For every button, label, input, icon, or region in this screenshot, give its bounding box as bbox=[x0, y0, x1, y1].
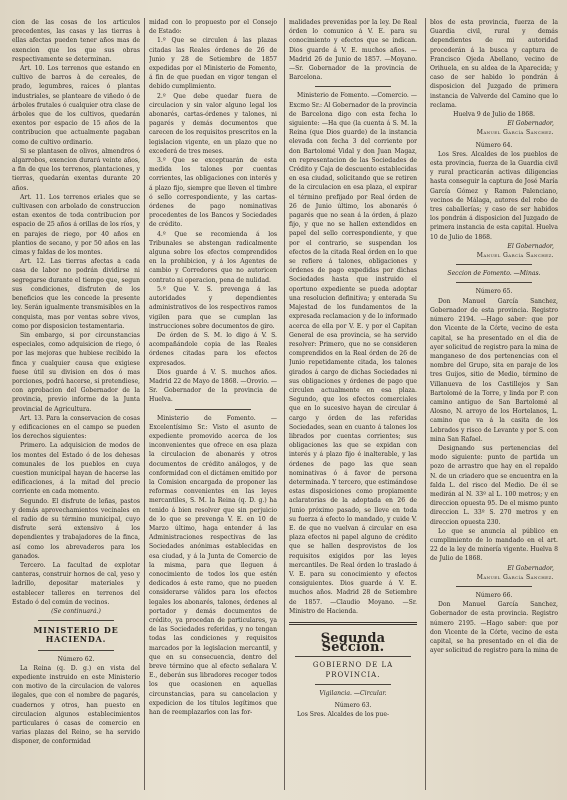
item-number: Número 62. bbox=[57, 655, 95, 663]
paragraph: Los Sres. Alcaldes de los pue- bbox=[297, 711, 390, 719]
divider bbox=[456, 264, 533, 265]
paragraph: Segundo. El disfrute de leñas, pastos y demás aprovechamientos vecinales en el radio de su término municipal, cuyo disfrute será extensivo á los dependientes y trabajadores de la finca, así como los abrevaderos para los ganados. bbox=[12, 497, 140, 560]
paragraph: 4.º Que se recomienda á los Tribunales se abstengan radicalmente alguna sobre los efectos comprendidos en la prohibicion, y á los Agentes de cambio y Corredores que no autoricen contrato ni operacion, pena de nulidad. bbox=[149, 230, 277, 284]
column-4 bbox=[430, 18, 558, 792]
paragraph: Art. 13. Para la conservacion de cosas y edificaciones en el campo se pueden los derechos siguientes: bbox=[12, 414, 140, 441]
government-heading: GOBIERNO DE LA PROVINCIA. bbox=[312, 661, 394, 679]
paragraph: La Reina (q. D. g.) en vista del expediente instruido en este Ministerio con motivo de la circulacion de valores ilegales, que con el nombre de pagarés, cuadernos y otros, han puesto en circulacion algunos establecimientos particulares ó casas de comercio en varias plazas del Reino, se ha servido disponer, de conformidad bbox=[12, 664, 140, 746]
paragraph: De órden de S. M. lo digo á V. S. acompañándole copia de las Reales órdenes citadas para los efectos expresados. bbox=[149, 331, 277, 367]
divider bbox=[456, 586, 533, 587]
ministry-heading: MINISTERIO DE HACIENDA. bbox=[33, 625, 119, 645]
paragraph: Tercero. La facultad de explotar canteras, construir hornos de cal, yeso y ladrillo, depositar materiales y establecer talleres en terrenos del Estado ó del común de vecinos. bbox=[12, 561, 140, 606]
paragraph: Don Manuel García Sanchez, Gobernador de esta provincia. Registro número 2194. —Hago saber: que por don Vicente de la Córte, vecino de esta capital, se ha presentado en el dia de ayer solicitud de registro para la mina de manganeso de dos pertenencias con el nombre del Grupo, sita en paraje de los tres Guijos, sitio de Medio, término de Villanueva de los Castillejos y San Bartolomé de la Torre, y linda por P. con camino antiguo de San Bartolomé al Alosno, N. arroyo de los Hortelanos, L. camino que va á la casita de los Lebrados y risco de Levante y por S. con mina San Rafael. bbox=[430, 297, 558, 443]
divider bbox=[456, 282, 533, 283]
signature-title: El Gobernador, bbox=[507, 242, 554, 250]
column-3 bbox=[289, 18, 417, 792]
column-rule bbox=[425, 18, 426, 790]
divider bbox=[175, 409, 252, 410]
paragraph: Primero. La adquisicion de modos de los montes del Estado ó de los dehesas comunales de los pueblos en cuya cuestion municipal hayan de hacerse las edificaciones, á la mitad del precio corriente en cada momento. bbox=[12, 442, 140, 496]
paragraph: malidades prevenidas por la ley. De Real órden lo comunico á V. E. para su conocimiento y efectos que se indican. Dios guarde á V. E. muchos años. —Madrid 26 de Junio de 1857. —Moyano. —Sr. Gobernador de la provincia de Barcelona. bbox=[289, 19, 417, 82]
signature-title: El Gobernador, bbox=[507, 120, 554, 128]
divider bbox=[38, 620, 115, 621]
dateline: Huelva 9 de Julio de 1868. bbox=[453, 111, 535, 119]
divider bbox=[38, 650, 115, 651]
column-1 bbox=[12, 18, 140, 792]
paragraph: blos de esta provincia, fuerza de la Guardia civil, rural y demás dependientes de mi autoridad procederán á la busca y captura de Francisco Ojeda Abellano, vecino de Orihuela, en su aldea de la Aparecida; y caso de ser habido lo pondrán á disposicion del Juzgado de primera instancia de Valverde del Camino que lo reclama. bbox=[430, 19, 558, 109]
paragraph: Sin embargo, si por circunstancias especiales, como adquisicion de riego, ó por las mejoras que hubiese recibido la finca y cualquier causa que exigiese fuese útil su division en dos ó mas porciones, podrá hacerse, si pretendiese, con aprobacion del Gobernador de la provincia, previo informe de la Junta provincial de Agricultura. bbox=[12, 331, 140, 413]
column-2 bbox=[149, 18, 277, 792]
paragraph: Lo que se anuncia al público en cumplimiento de lo mandado en el art. 22 de la ley de minería vigente. Huelva 8 de Julio de 1868. bbox=[430, 527, 558, 563]
paragraph: Art. 11. Los terrenos eriales que se cultivasen con arbolado de construccion estan exentos de toda contribucion por espacio de 25 años á orillas de los ríos, y en parajes de riego, por 40 años en plantios de secano, y por 50 años en las cimas y faldas de los montes. bbox=[12, 193, 140, 257]
paragraph: 1.º Que se circulen á las plazas citadas las Reales órdenes de 26 de Junio y 28 de Setiembre de 1857 expedidas por el Ministerio de Fomento, á fin de que puedan en vigor tengan el debido cumplimiento. bbox=[149, 37, 277, 91]
signature-name: Manuel García Sanchez. bbox=[476, 573, 554, 581]
paragraph: Don Manuel García Sanchez, Gobernador de esta provincia. Registro número 2195. —Hago saber: que por don Vicente de la Córte, vecino de esta capital, se ha presentado en el dia de ayer solicitud de registro para la mina de bbox=[430, 601, 558, 655]
paragraph: Los Sres. Alcaldes de los pueblos de esta provincia, fuerza de la Guardia civil y rural practicarán activas diligencias hasta conseguir la captura de José María García Gómez y Ramon Palenciano, vecinos de Málaga, autores del robo de tres caballerías; y caso de ser habidos los pondrán á disposicion del Juzgado de primera instancia de esta capital. Huelva 10 de Julio de 1868. bbox=[430, 150, 558, 241]
divider bbox=[295, 656, 410, 657]
item-number: Número 63. bbox=[334, 702, 372, 710]
signature-title: El Gobernador, bbox=[507, 564, 554, 572]
vigilance-label: Vigilancia. —Circular. bbox=[319, 689, 387, 697]
item-number: Número 65. bbox=[475, 288, 513, 296]
divider bbox=[315, 86, 392, 87]
double-rule bbox=[289, 622, 417, 625]
section-label: Seccion de Fomento. —Minas. bbox=[447, 270, 541, 278]
paragraph: Ministerio de Fomento. —Comercio. —Excmo Sr.: Al Gobernador de la provincia de Barcelona digo con esta fecha lo siguiente: —Ha que (la cuenta á S. M. la Reina (que Dios guarde) de la instancia elevada con fecha 3 del corriente por don Bartolomé Vidal y don Juan Magaz, en representacion de las Sociedades de Crédito y Caja de descuento establecidas en esa ciudad, solicitando que se retiren de la circulacion en esa plaza, el expirar el término prefijado por Real órden de 26 de Junio último, los abonarés ó pagarés que no sean á la órden, á plazo fijo, y que no se hallen extendidos en papel del sello correspondiente, y que por el contrario, se suspendan los efectos de la citada Real órden en lo que se refiere á talones, obligaciones y órdenes de pago expedidas por dichas Sociedades hasta que instruido el oportuno expediente se pueda adoptar una resolucion definitiva; y enterada Su Majestad de los fundamentos de la expresada reclamacion y de lo informado acerca de ella por V. E. y por el Capitan General de esa provincia, se ha servido resolver: Primero, que no se consideren comprendidos en la Real órden de 26 de Junio repetidamente citada, los talones girados á cargo de dichas Sociedades ni sus obligaciones y órdenes de pago que circulen actualmente en esa plaza. Segundo, que los efectos comerciales que en lo sucesivo hayan de circular á cargo y órden de las referidas Sociedades, sean en cuanto á talones los librados por cuentas corrientes; sus obligaciones las que se expidan con interés y á plazo fijo é inalterable, y las órdenes de pago las que sean nominativas ó á favor de persona determinada. Y tercero, que estimándose estas disposiciones como propiamente aclaratorias de la adoptada en 26 de Junio próximo pasado, se lleve en toda su fuerza á efecto lo mandado, y cuide V. E. de que no vuelvan á circular en esa plaza efectos ni papel alguno de crédito que se hallen desprovistos de los requisitos exigidos por las leyes mercantiles. De Real órden lo traslado á V. E. para su conocimiento y efectos consiguientes. Dios guarde á V. E. muchos años. Madrid 28 de Setiembre de 1857. —Claudio Moyano. —Sr. Ministro de Hacienda. bbox=[289, 92, 417, 615]
section-heading: Segunda Seccion. bbox=[320, 631, 386, 656]
continuation-note: (Se continuará.) bbox=[51, 608, 101, 615]
paragraph: Si se plantasen de olivos, almendros ó algarrobos, exencion durará veinte años, a fin de que los terrenos, plantaciones, y tierras, quedarán exentas durante 20 años. bbox=[12, 147, 140, 192]
paragraph: cion de las cosas de los articulos precedentes, las casas y las tierras à ellas afectas pueden tener años mas de exencion que los que sus obras respectivamente se determinan. bbox=[12, 19, 140, 63]
paragraph: 3.º Que se exceptuarán de esta medida los talones por cuentas corrientes, las obligaciones con interés y á plazo fijo, siempre que lleven el timbre ó sello correspondiente, y las cartas-órdenes de pago nominativas procedentes de los Bancos y Sociedades de crédito. bbox=[149, 157, 277, 229]
item-number: Número 64. bbox=[475, 141, 513, 149]
paragraph: Art. 10. Los terrenos que estando en cultivo de barros à de cereales, de prado, legumbres, raices ó plantas industriales, se planteare de viñedo ó de árboles frutales ó cualquier otra clase de árboles que de los cultivos, quedarán exentos por espacio de 15 años de la contribucion que actualmente pagaban como de cultivo ordinario. bbox=[12, 65, 140, 146]
paragraph: Ministerio de Fomento. —Excelentísimo Sr.: Visto el asunto de expediente promovido acerca de los inconvenientes que ofrece en esa plaza la circulacion de abonarés y otros documentos de crédito análogos, y de conformidad con el dictámen emitido por la Comision encargada de proponer las reformas convenientes en las leyes mercantiles, S. M. la Reina (q. D. g.) ha tenido á bien resolver que sin perjuicio de lo que se prevenga V. E. en 10 de Marzo último, haga entender á las Administraciones respectivas de las Sociedades anónimas establecidas en esa ciudad, y á la Junta de Comercio de la misma, para que lleguen á conocimiento de todos los que estén dedicados á este ramo, que no pueden considerarse válidos para los efectos legales los abonarés, talones, órdenes al portador y demás documentos de crédito, ya procedan de particulares, ya de las Sociedades referidas, y no tengan todas las condiciones y requisitos marcados por la legislacion mercantil, y que en su consecuencia, dentro del breve término que al efecto señalara V. E., deberán sus libradores recoger todos los que ocasionen en aquellas circunstancias, para su cancelacion y expedicion de los títulos legítimos que han de reemplazarlos con las for- bbox=[149, 414, 277, 717]
paragraph: Designando sus pertenencias del modo siguiente: punto de partida un pozo de arrastro que hay en el repaldo N. de un criadero que se encuentra en la falda L. del risco del Medio. De él se medirán al N. 33º al L. 100 metros; y en direccion opuesta 95. De el mismo punto direccion L. 33º S. 270 metros y en direccion opuesta 230. bbox=[430, 444, 558, 526]
signature-name: Manuel García Sanchez. bbox=[476, 129, 554, 137]
paragraph: midad con lo propuesto por el Consejo de Estado: bbox=[149, 19, 277, 36]
paragraph: 5.º Que V. S. prevenga á las autoridades y dependientes administrativos de los respectivos ramos vigilen para que se cumplan las instrucciones sobre documentos de giro. bbox=[149, 285, 277, 330]
column-rule bbox=[144, 18, 145, 790]
paragraph: 2.º Que debe quedar fuera de circulacion y sin valor alguno legal los abonarés, cartas-órdenes y talones, ni pagarés y demás documentos que carecen de los requisitos prescritos en la legislacion vigente, en un plazo que no excederá de tres meses. bbox=[149, 92, 277, 155]
paragraph: Dios guarde á V. S. muchos años. Madrid 22 de Mayo de 1868. —Orovio. —Sr. Gobernador de la provincia de Huelva. bbox=[149, 368, 277, 404]
paragraph: Art. 12. Las tierras afectas a cada casa de labor no podrán dividirse ni segregarse durante el tiempo que, segun sus condiciones, disfruten de los beneficios que les concede la presente ley. Serán igualmente transmisibles en la conquista, mas por ventas sobre vivos, como por disposicion testamentaria. bbox=[12, 258, 140, 330]
divider bbox=[315, 684, 392, 685]
column-rule bbox=[284, 18, 285, 790]
item-number: Número 66. bbox=[475, 591, 513, 599]
signature-name: Manuel García Sanchez. bbox=[476, 252, 554, 260]
